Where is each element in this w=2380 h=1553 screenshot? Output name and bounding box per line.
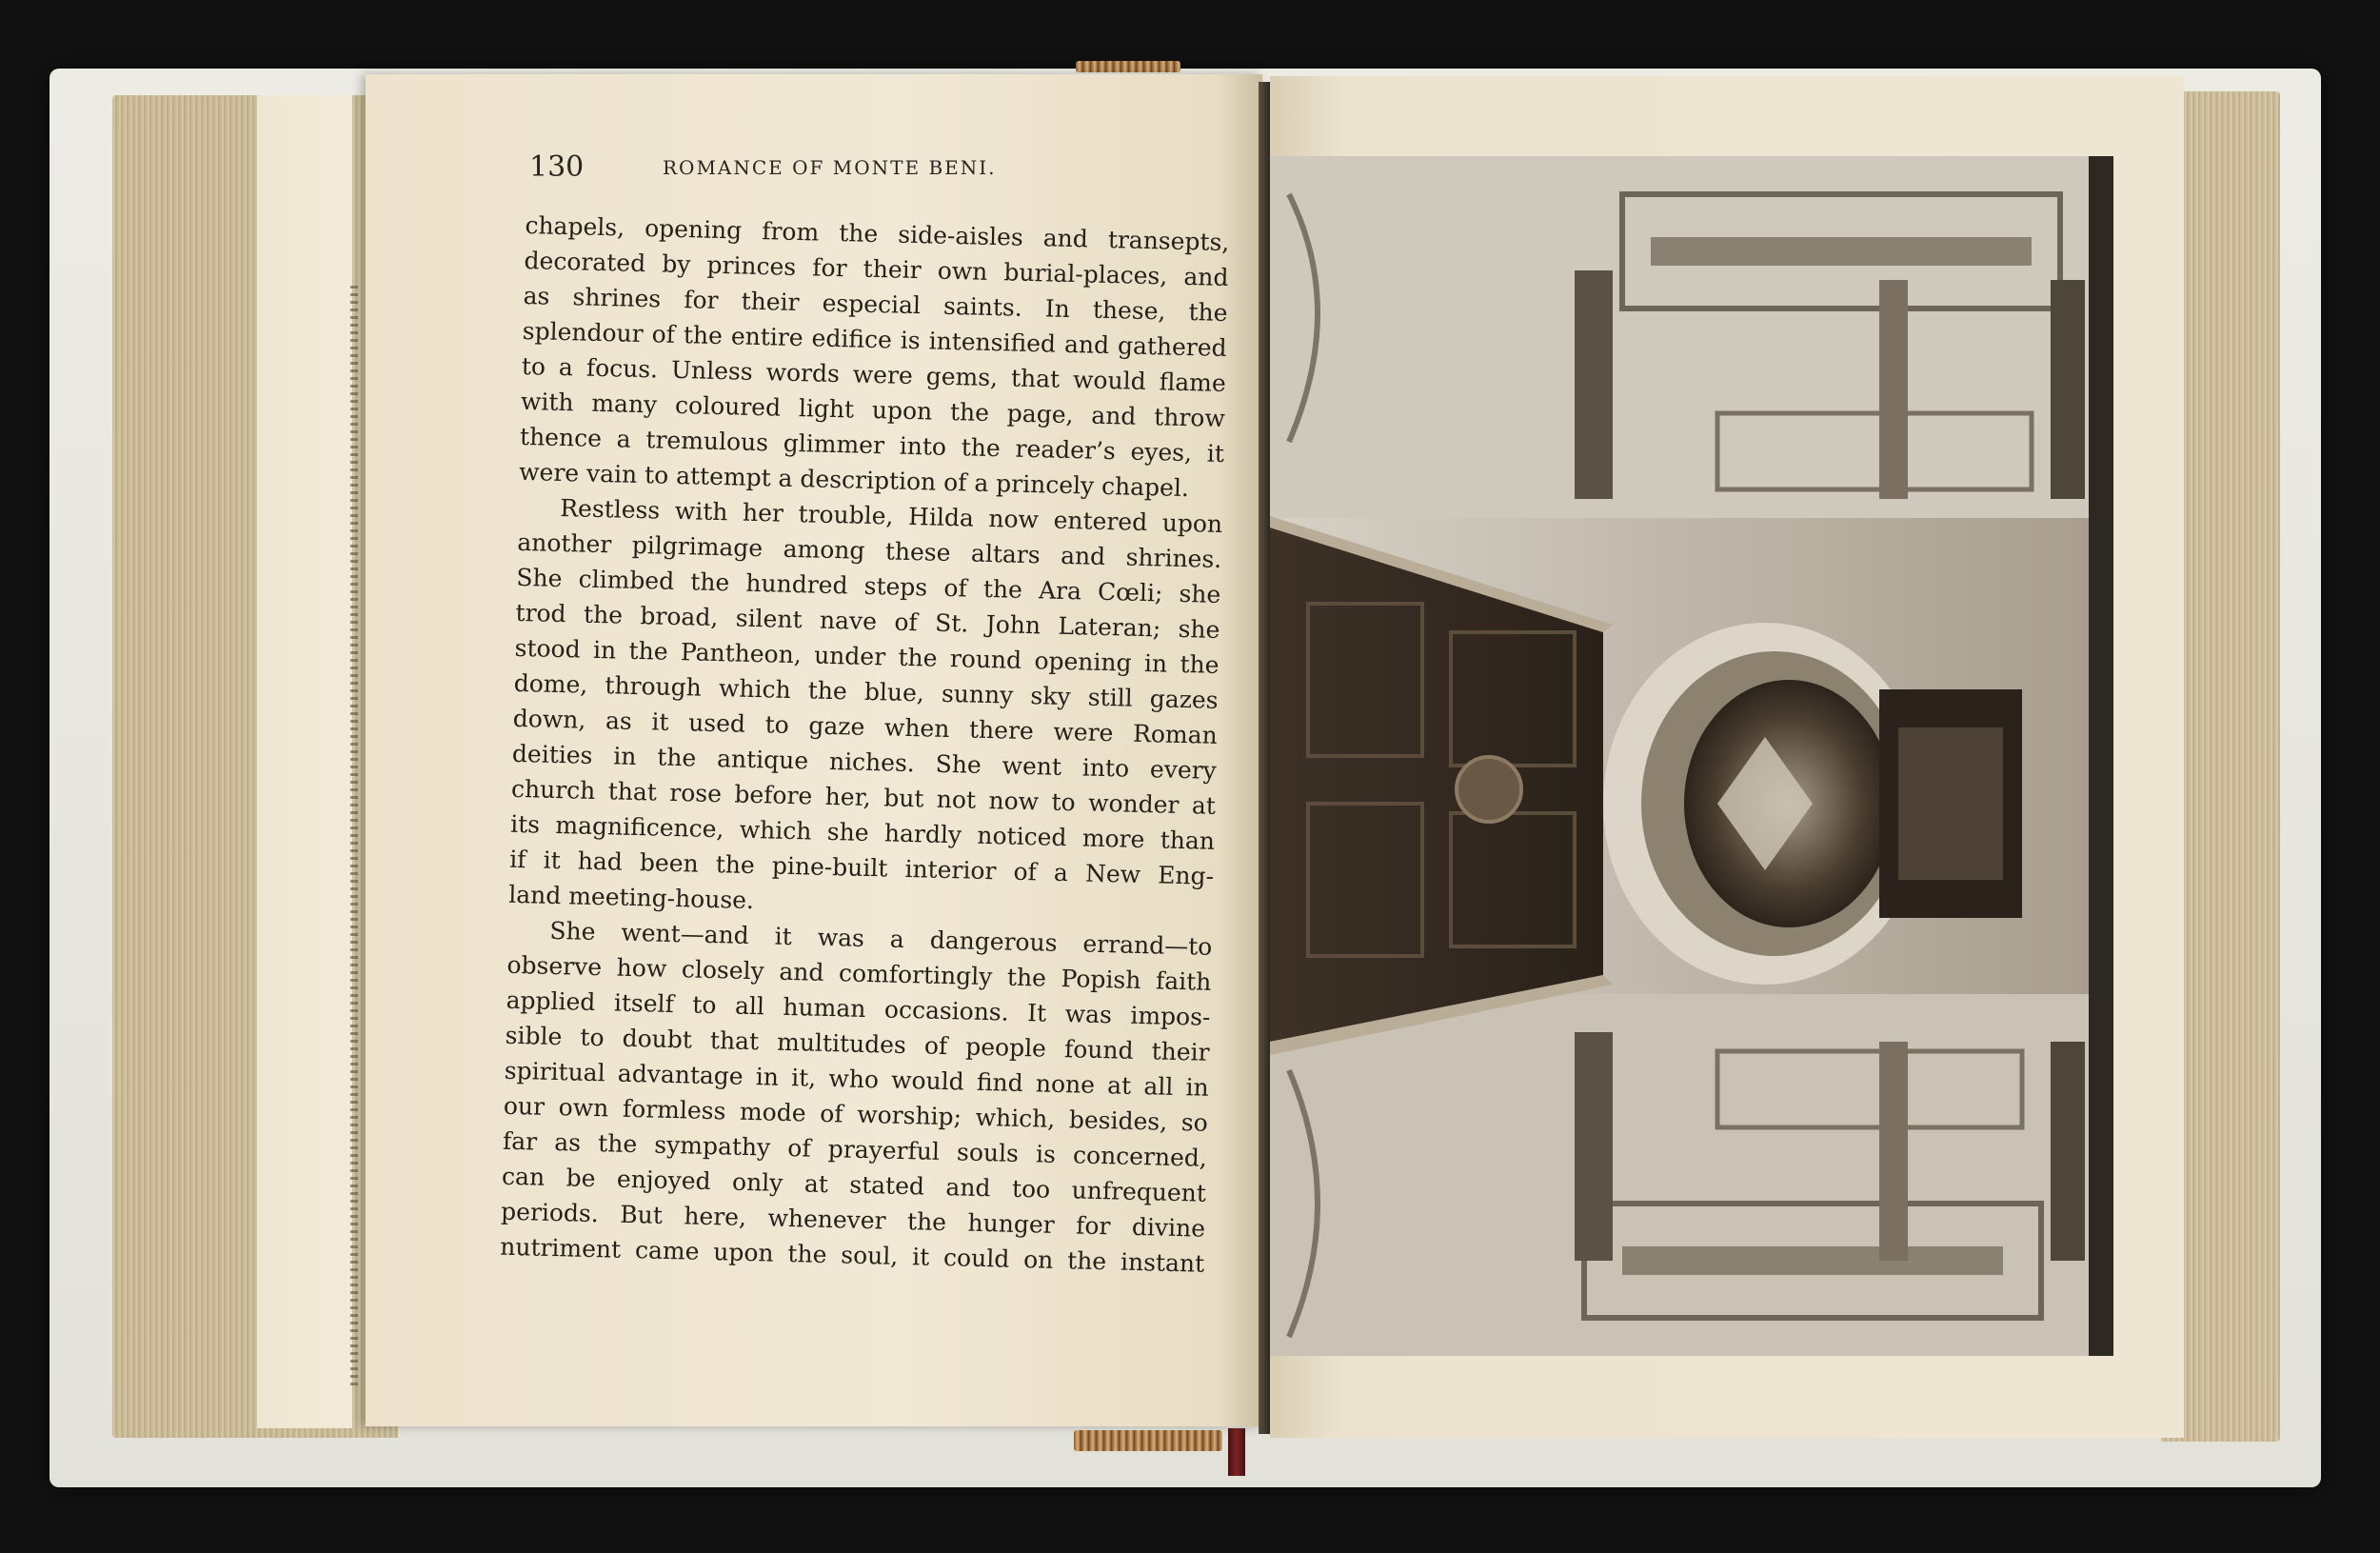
text-line: applied itself to all human occasions. It was impos- bbox=[506, 986, 1211, 1031]
ribbon-bookmark bbox=[1228, 1428, 1245, 1476]
text-line: chapels, opening from the side-aisles and transepts, bbox=[525, 210, 1230, 257]
top-headband bbox=[1076, 61, 1180, 72]
photograph-illustration bbox=[1270, 156, 2113, 1356]
text-line: another pilgrimage among these altars and shrines. bbox=[517, 528, 1222, 573]
text-line: as shrines for their especial saints. In these, the bbox=[523, 281, 1228, 328]
text-line: can be enjoyed only at stated and too unfrequent bbox=[501, 1162, 1207, 1207]
running-title: ROMANCE OF MONTE BENI. bbox=[663, 156, 997, 179]
text-line: our own formless mode of worship; which, besides, so bbox=[503, 1091, 1209, 1137]
paragraph bbox=[519, 208, 1230, 507]
paragraph bbox=[500, 912, 1213, 1282]
text-line: sible to doubt that multitudes of people found their bbox=[505, 1021, 1210, 1066]
text-line: decorated by princes for their own burial-places, and bbox=[524, 246, 1229, 292]
text-line: periods. But here, whenever the hunger for divine bbox=[500, 1197, 1206, 1243]
text-page bbox=[366, 74, 1262, 1426]
text-line: church that rose before her, but not now to wonder at bbox=[510, 774, 1217, 820]
text-line: Restless with her trouble, Hilda now entered upon bbox=[559, 493, 1223, 538]
text-line: nutriment came upon the soul, it could on the instant bbox=[499, 1232, 1205, 1278]
text-line: down, as it used to gaze when there were Roman bbox=[512, 704, 1219, 749]
text-line: She went—and it was a dangerous errand—to bbox=[549, 916, 1213, 961]
text-line: with many coloured light upon the page, and throw bbox=[520, 387, 1226, 433]
text-line: trod the broad, silent nave of St. John Lateran; she bbox=[515, 598, 1220, 644]
text-line: observe how closely and comfortingly the Popish faith bbox=[506, 950, 1212, 996]
text-line: its magnificence, which she hardly noticed more than bbox=[509, 809, 1216, 855]
blank-leaf bbox=[257, 95, 352, 1428]
text-line: to a focus. Unless words were gems, that would flame bbox=[521, 351, 1227, 398]
text-line: dome, through which the blue, sunny sky still gazes bbox=[513, 668, 1219, 714]
text-line: land meeting-house. bbox=[508, 880, 755, 915]
paragraph bbox=[508, 489, 1223, 929]
text-line: splendour of the entire edifice is intensified and gathered bbox=[522, 316, 1227, 363]
bottom-headband bbox=[1074, 1430, 1222, 1451]
text-line: deities in the antique niches. She went into every bbox=[511, 739, 1218, 785]
text-line: were vain to attempt a description of a princely chapel. bbox=[518, 457, 1190, 503]
running-head bbox=[529, 150, 1224, 189]
text-line: stood in the Pantheon, under the round opening in the bbox=[514, 633, 1220, 679]
text-line: if it had been the pine-built interior of a New Eng- bbox=[508, 845, 1215, 890]
chain-lines-edge bbox=[350, 286, 358, 1390]
text-line: far as the sympathy of prayerful souls is concerned, bbox=[502, 1126, 1208, 1172]
church-interior-photograph bbox=[1270, 156, 2113, 1356]
text-line: spiritual advantage in it, who would find none at all in bbox=[504, 1056, 1209, 1102]
text-line: thence a tremulous glimmer into the reader’s eyes, it bbox=[519, 422, 1225, 468]
text-line: She climbed the hundred steps of the Ara Cœli; she bbox=[516, 563, 1221, 608]
body-text bbox=[500, 208, 1230, 1282]
page-number: 130 bbox=[529, 150, 585, 184]
